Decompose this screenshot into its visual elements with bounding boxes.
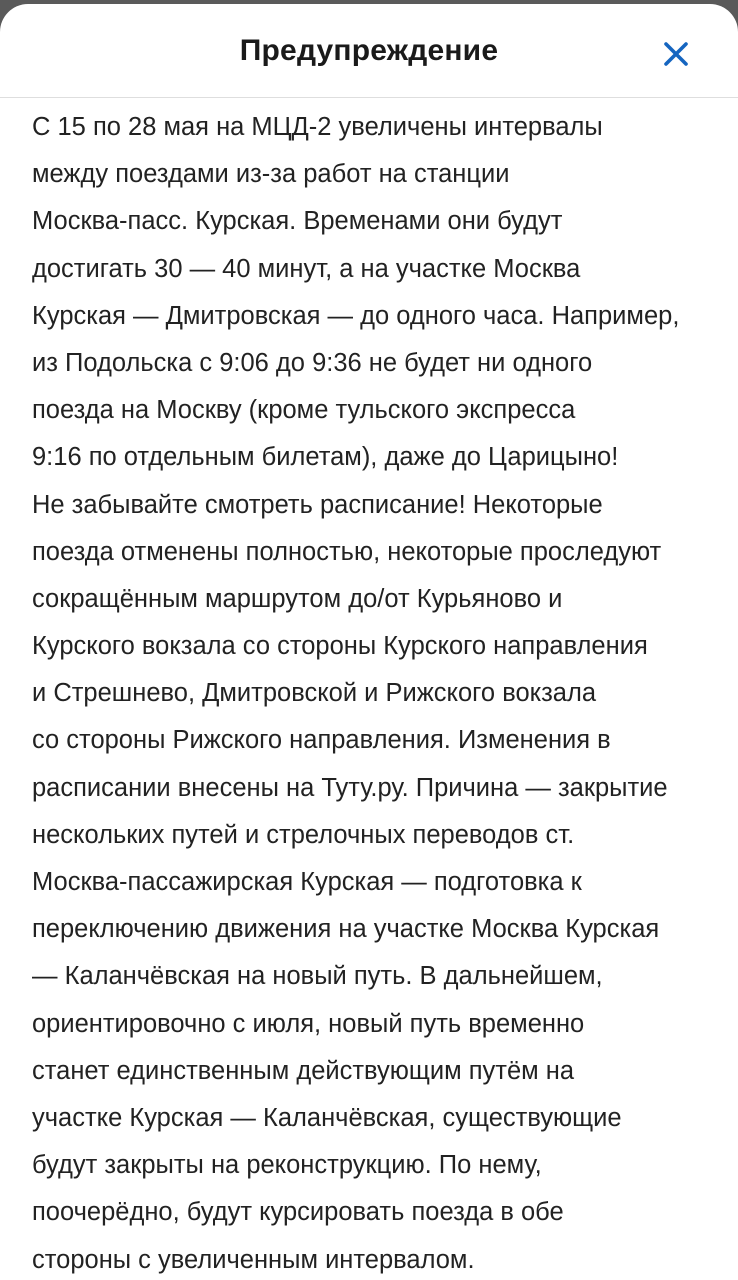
close-button[interactable] bbox=[654, 32, 698, 76]
message-line: Москва-пассажирская Курская — подготовка к bbox=[32, 868, 582, 896]
warning-message bbox=[32, 104, 722, 1280]
message-line: Курского вокзала со стороны Курского направления bbox=[32, 632, 648, 661]
message-line: поочерёдно, будут курсировать поезда в обе bbox=[32, 1198, 564, 1227]
message-line: достигать 30 — 40 минут, а на участке Москва bbox=[32, 254, 581, 283]
message-line: Москва-пасс. Курская. Временами они будут bbox=[32, 207, 563, 236]
message-line: поезда на Москву (кроме тульского экспресса bbox=[32, 396, 576, 425]
message-line: со стороны Рижского направления. Изменения в bbox=[32, 726, 611, 755]
message-line: между поездами из-за работ на станции bbox=[32, 160, 510, 189]
message-line: из Подольска с 9:06 до 9:36 не будет ни одного bbox=[32, 348, 593, 377]
message-line: — Каланчёвская на новый путь. В дальнейшем, bbox=[32, 962, 603, 991]
message-line: стороны с увеличенным интервалом. bbox=[32, 1245, 475, 1274]
message-line: переключению движения на участке Москва Курская bbox=[32, 915, 660, 944]
dialog-header bbox=[0, 4, 738, 98]
message-line: сокращённым маршрутом до/от Курьяново и bbox=[32, 584, 563, 613]
message-line: станет единственным действующим путём на bbox=[32, 1056, 575, 1085]
message-line: участке Курская — Каланчёвская, существующие bbox=[32, 1103, 622, 1132]
message-line: поезда отменены полностью, некоторые проследуют bbox=[32, 537, 662, 566]
message-line: расписании внесены на Туту.ру. Причина — закрытие bbox=[32, 773, 668, 802]
message-line: нескольких путей и стрелочных переводов ст. bbox=[32, 820, 575, 849]
message-line: и Стрешнево, Дмитровской и Рижского вокзала bbox=[32, 679, 597, 708]
dialog-title: Предупреждение bbox=[239, 34, 499, 67]
message-line: ориентировочно с июля, новый путь временно bbox=[32, 1009, 585, 1038]
message-line: Не забывайте смотреть расписание! Некоторые bbox=[32, 490, 603, 519]
warning-dialog bbox=[0, 4, 738, 1280]
message-line: будут закрыты на реконструкцию. По нему, bbox=[32, 1151, 542, 1180]
message-line: 9:16 по отдельным билетам), даже до Царицыно! bbox=[32, 443, 619, 472]
message-line: С 15 по 28 мая на МЦД-2 увеличены интервалы bbox=[32, 113, 603, 141]
message-line: Курская — Дмитровская — до одного часа. Например, bbox=[32, 301, 680, 330]
close-icon bbox=[664, 42, 688, 66]
